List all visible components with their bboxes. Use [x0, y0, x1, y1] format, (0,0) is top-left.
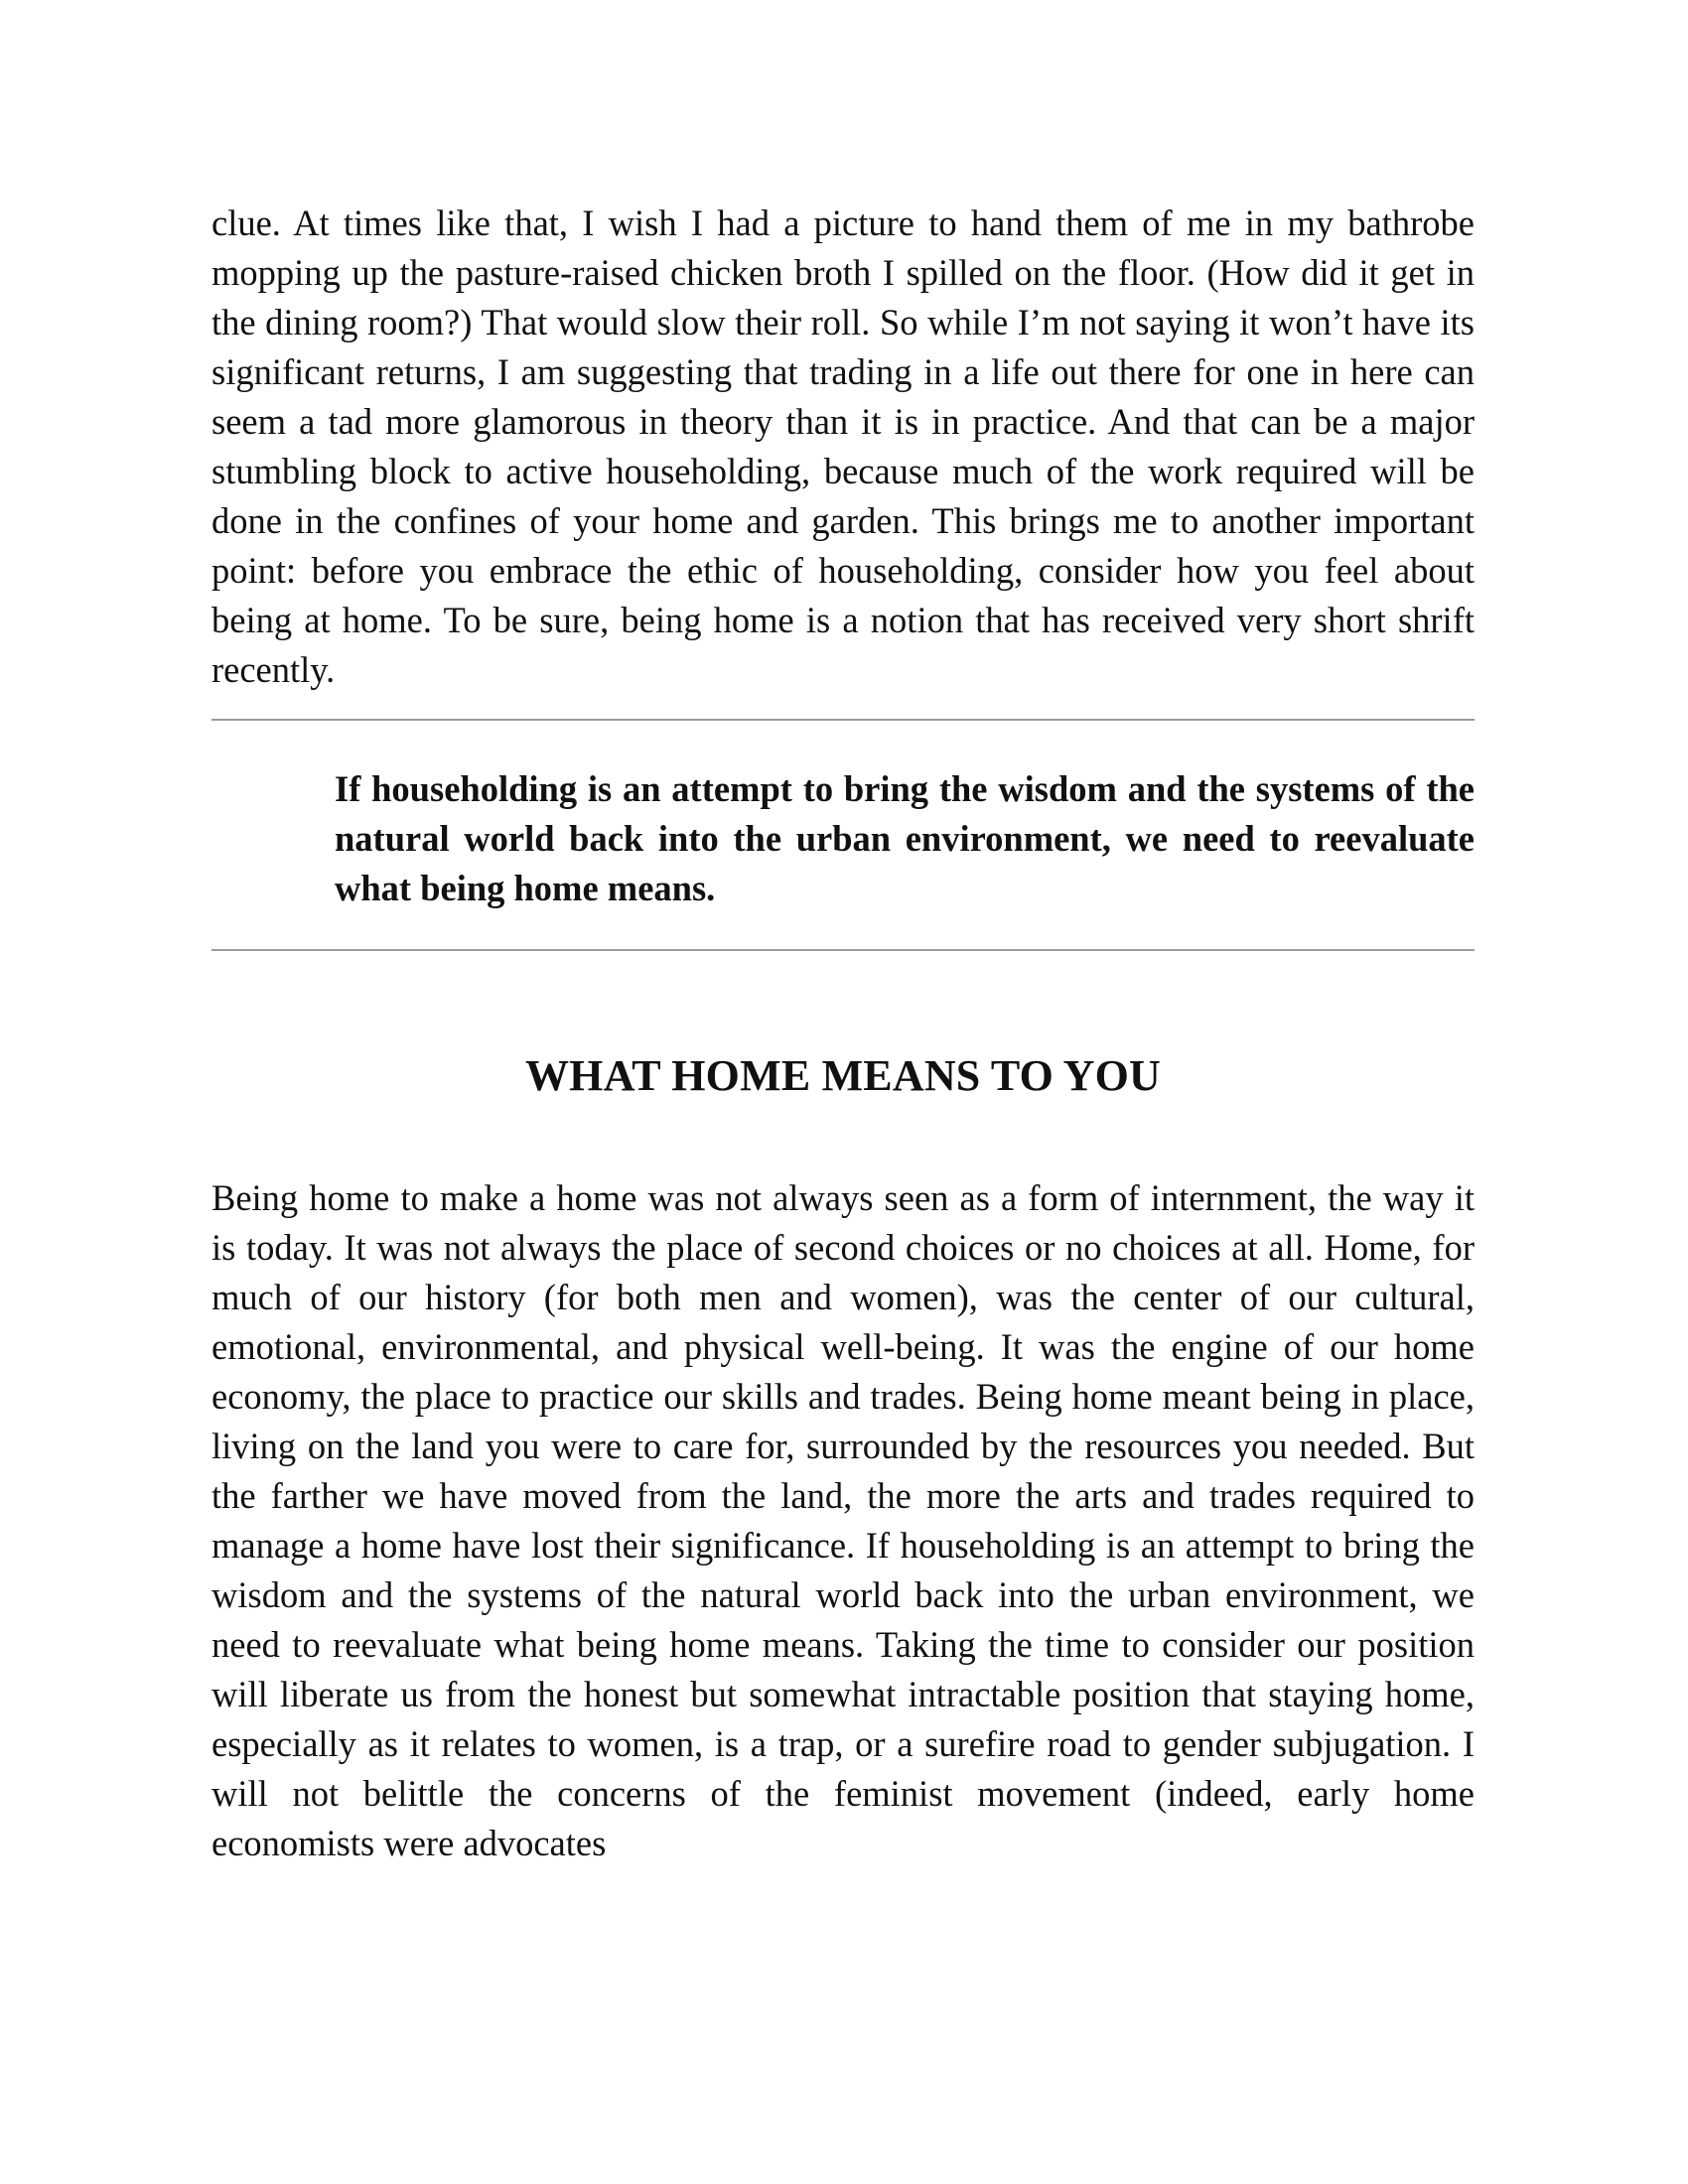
pull-quote-top-divider: [211, 719, 1475, 721]
opening-paragraph: clue. At times like that, I wish I had a picture to hand them of me in my bathrobe mopping up the pasture-raised chicken broth I spilled on the floor. (How did it get in the dining room?) That would slow their roll. So while I’m not saying it won’t have its significant returns, I am suggesting that trading in a life out there for one in here can seem a tad more glamorous in theory than it is in practice. And that can be a major stumbling block to active householding, because much of the work required will be done in the confines of your home and garden. This brings me to another important point: before you embrace the ethic of householding, consider how you feel about being at home. To be sure, being home is a notion that has received very short shrift recently.: [211, 203, 1475, 690]
page-content: [211, 199, 1475, 1868]
pull-quote: If householding is an attempt to bring the wisdom and the systems of the natural world back into the urban environment, we need to reevaluate what being home means.: [335, 768, 1475, 908]
section-paragraph: Being home to make a home was not always seen as a form of internment, the way it is today. It was not always the place of second choices or no choices at all. Home, for much of our history (for both men and women), was the center of our cultural, emotional, environmental, and physical well-being. It was the engine of our home economy, the place to practice our skills and trades. Being home meant being in place, living on the land you were to care for, surrounded by the resources you needed. But the farther we have moved from the land, the more the arts and trades required to manage a home have lost their significance. If householding is an attempt to bring the wisdom and the systems of the natural world back into the urban environment, we need to reevaluate what being home means. Taking the time to consider our position will liberate us from the honest but somewhat intractable position that staying home, especially as it relates to women, is a trap, or a surefire road to gender subjugation. I will not belittle the concerns of the feminist movement (indeed, early home economists were advocates: [211, 1177, 1475, 1863]
pull-quote-bottom-divider: [211, 949, 1475, 951]
section-heading: WHAT HOME MEANS TO YOU: [524, 1051, 1162, 1100]
